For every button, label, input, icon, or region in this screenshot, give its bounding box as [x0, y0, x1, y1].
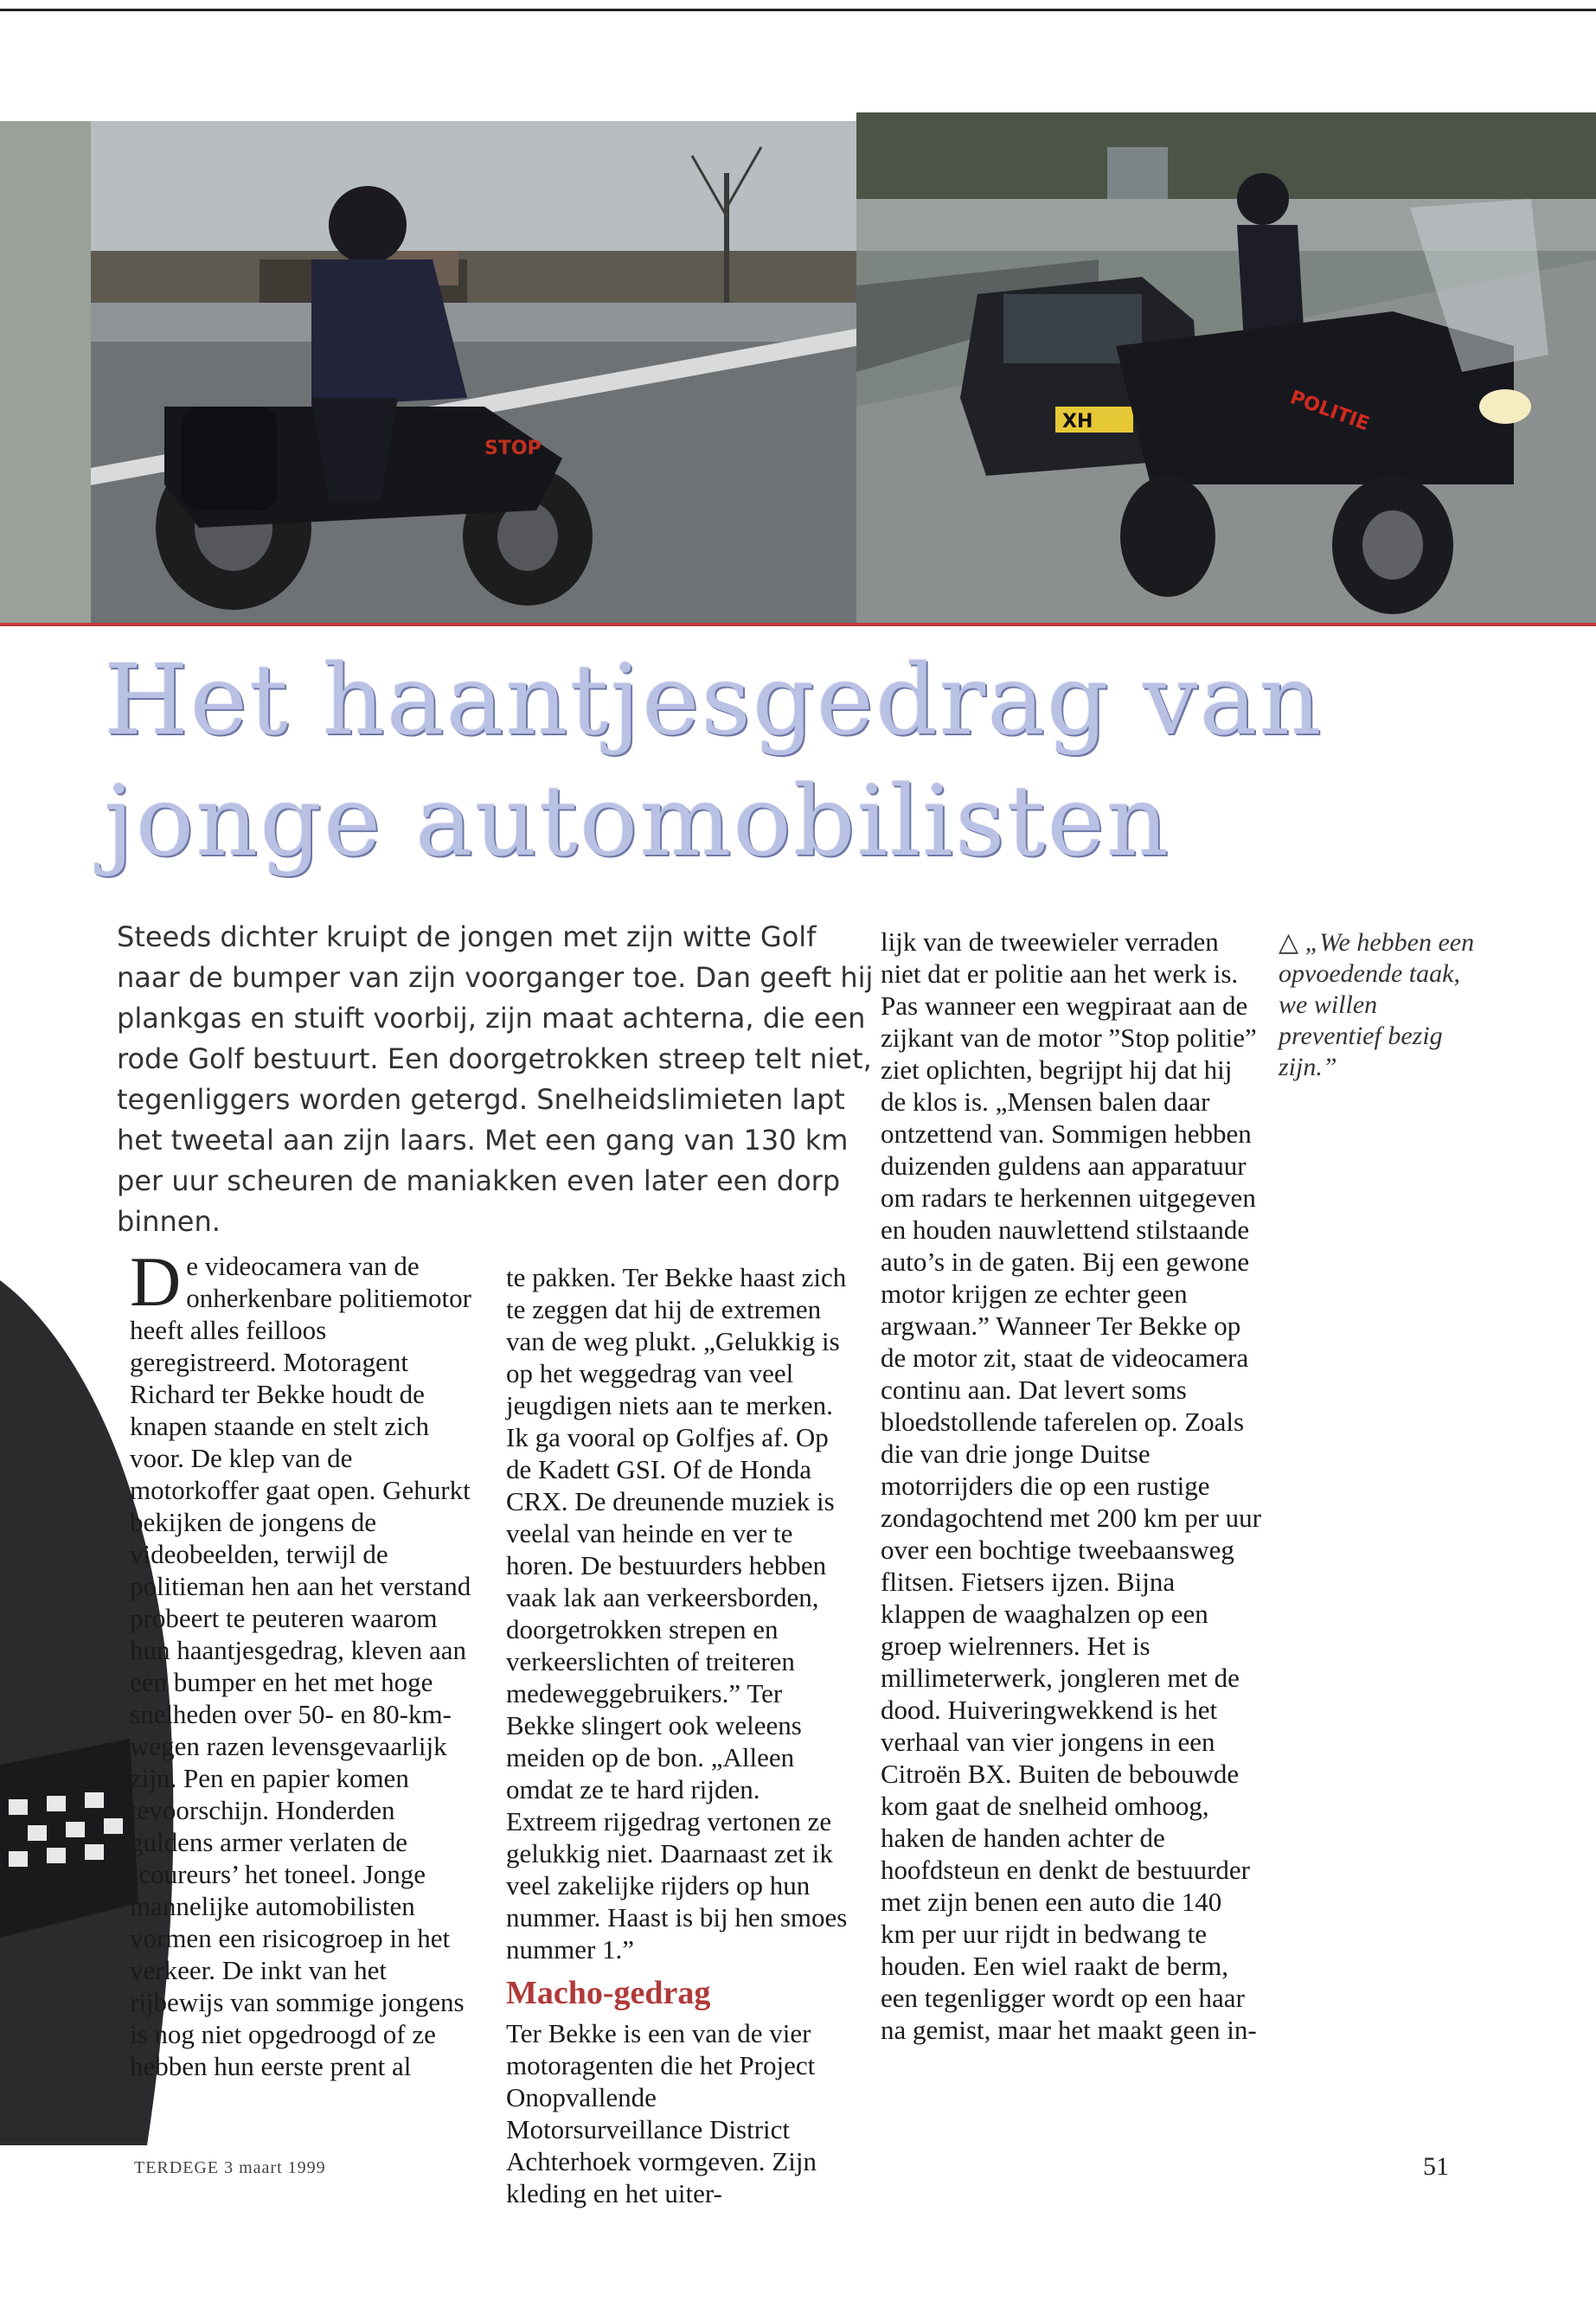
pull-quote — [1279, 927, 1477, 1083]
photo-police-stop — [856, 112, 1596, 623]
title-line-2: jonge automobilisten — [104, 766, 1170, 878]
tank-stop-label: STOP — [484, 438, 542, 459]
title-line-1: Het haantjesgedrag van — [104, 644, 1324, 757]
body-column-1 — [130, 1242, 476, 2082]
drop-cap: D — [130, 1242, 182, 1321]
photo-left-illustration — [0, 121, 856, 623]
politie-badge: POLITIE — [1286, 387, 1373, 436]
photo-right-illustration — [856, 112, 1596, 623]
column-2-text: te pakken. Ter Bekke haast zich te zeggen dat hij de extremen van de weg plukt. „Gelukkig is op het weggedrag van veel jeugdigen niets aan te merken. Ik ga vooral op Golfjes af. Op de Kadett GSI. Of de Honda CRX. De dreunende muziek is veelal van heinde en ver te horen. De bestuurders hebben vaak lak aan verkeersborden, doorgetrokken strepen en verkeerslichten of treiteren medeweggebruikers.” Ter Bekke slingert ook weleens meiden op de bon. „Alleen omdat ze te hard rijden. Extreem rijgedrag vertonen ze gelukkig niet. Daarnaast zet ik veel zakelijke rijders op hun nummer. Haast is bij hen smoes nummer 1.” — [506, 1262, 848, 1965]
body-column-3 — [881, 926, 1261, 2046]
column-2-text-continued: Ter Bekke is een van de vier motoragenten die het Project Onopvallende Motorsurveillance District Achterhoek vormgeven. Zijn kleding en het uiter- — [506, 2018, 817, 2208]
license-plate: XH — [1062, 411, 1093, 433]
footer-publication: TERDEGE 3 maart 1999 — [134, 2158, 326, 2177]
red-rule — [0, 623, 1596, 626]
triangle-icon: △ — [1279, 928, 1299, 957]
pull-quote-text: „We hebben een opvoedende taak, we willen preventief bezig zijn.” — [1279, 928, 1475, 1081]
left-strip — [0, 121, 91, 623]
subhead-macho-gedrag: Macho-gedrag — [506, 1975, 711, 2011]
top-rule — [0, 9, 1596, 11]
article-title — [104, 640, 1574, 882]
body-column-2 — [506, 1261, 848, 2209]
column-3-text: lijk van de tweewieler verraden niet dat er politie aan het werk is. Pas wanneer een wegpiraat aan de zijkant van de motor ”Stop politie” ziet oplichten, begrijpt hij dat hij de klos is. „Mensen balen daar ontzettend van. Sommigen hebben duizenden guldens aan apparatuur om radars te herkennen uitgegeven en houden nauwlettend stilstaande auto’s in de gaten. Bij een gewone motor krijgen ze echter geen argwaan.” Wanneer Ter Bekke op de motor zit, staat de videocamera continu aan. Dat levert soms bloedstollende taferelen op. Zoals die van drie jonge Duitse motorrijders die op een rustige zondagochtend met 200 km per uur over een bochtige tweebaansweg flitsen. Fietsers ijzen. Bijna klappen de waaghalzen op een groep wielrenners. Het is millimeterwerk, jongleren met de dood. Huiveringwekkend is het verhaal van vier jongens in een Citroën BX. Buiten de bebouwde kom gaat de snelheid omhoog, haken de handen achter de hoofdsteun en denkt de bestuurder met zijn benen een auto die 140 km per uur rijdt in bedwang te houden. Een wiel raakt de berm, een tegenligger wordt op een haar na gemist, maar het maakt geen in- — [881, 926, 1261, 2045]
column-1-text: e videocamera van de onherkenbare politiemotor heeft alles feilloos geregistreerd. Motoragent Richard ter Bekke houdt de knapen staande en stelt zich voor. De klep van de motorkoffer gaat open. Gehurkt bekijken de jongens de videobeelden, terwijl de politieman hen aan het verstand probeert te peuteren waarom hun haantjesgedrag, kleven aan een bumper en het met hoge snelheden over 50- en 80-km-wegen razen levensgevaarlijk zijn. Pen en papier komen tevoorschijn. Honderden guldens armer verlaten de ‘coureurs’ het toneel. Jonge mannelijke automobilisten vormen een risicogroep in het verkeer. De inkt van het rijbewijs van sommige jongens is nog niet opgedroogd of ze hebben hun eerste prent al — [130, 1251, 471, 2081]
article-lead: Steeds dichter kruipt de jongen met zijn witte Golf naar de bumper van zijn voorganger toe. Dan geeft hij plankgas en stuift voorbij, zijn maat achterna, die een rode Golf bestuurt. Een doorgetrokken streep telt niet, tegenliggers worden getergd. Snelheidslimieten lapt het tweetal aan zijn laars. Met een gang van 130 km per uur scheuren de maniakken even later een dorp binnen. — [117, 920, 874, 1238]
page-number: 51 — [1423, 2152, 1449, 2181]
photo-motorcyclist-highway — [0, 121, 856, 623]
